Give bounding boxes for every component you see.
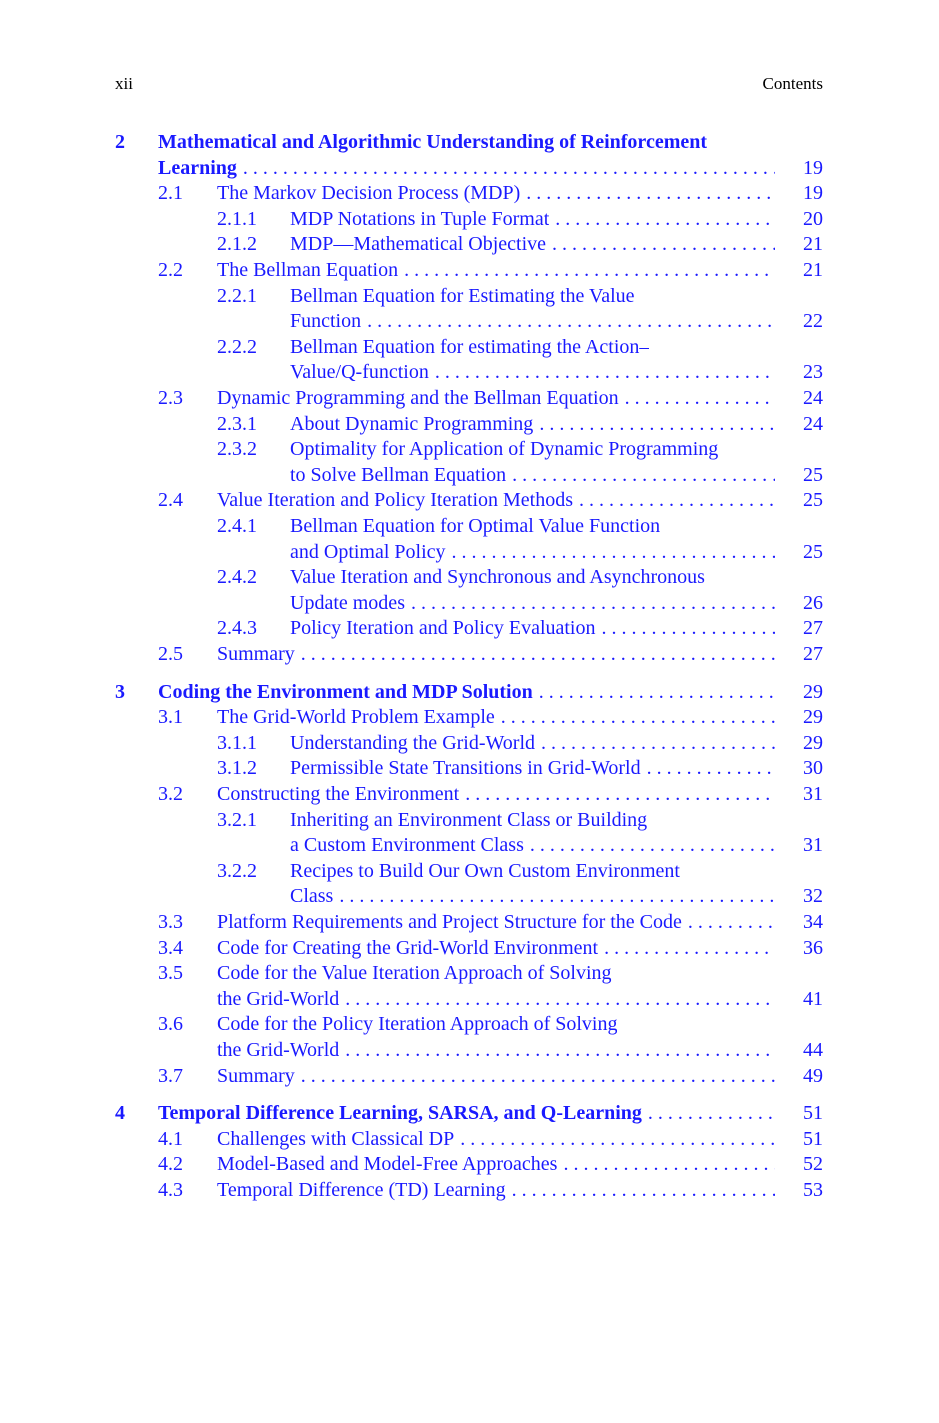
- toc-entry-number: 2.2: [158, 259, 183, 281]
- toc-entry-number: 4.3: [158, 1179, 183, 1201]
- toc-entry-number: 2.3.2: [217, 438, 257, 461]
- toc-entry-line[interactable]: [0, 359, 823, 385]
- toc-page-number: 29: [803, 706, 823, 729]
- toc-entry-title: the Grid-World: [217, 987, 340, 1010]
- dot-leader: [526, 180, 775, 206]
- toc-entry-title: The Bellman Equation: [217, 259, 399, 281]
- dot-leader: [243, 155, 775, 181]
- toc-page-number: 52: [803, 1153, 823, 1176]
- toc-entry-number: 3.1: [158, 706, 183, 729]
- dot-leader: [539, 679, 775, 705]
- toc-entry-line[interactable]: [0, 960, 823, 986]
- toc-entry-title: Function: [290, 310, 362, 333]
- toc-entry-title: Mathematical and Algorithmic Understanding of Reinforcement: [158, 131, 708, 153]
- toc-entry-title: MDP Notations in Tuple Format: [290, 207, 550, 230]
- toc-entry-number: 2.1.1: [217, 207, 257, 230]
- toc-entry-line[interactable]: [0, 564, 823, 590]
- toc-entry-title: Value/Q-function: [290, 361, 429, 384]
- toc-page-number: 24: [803, 412, 823, 435]
- toc-page-number: 27: [803, 617, 823, 640]
- toc-entry-title: Permissible State Transitions in Grid-World: [290, 757, 641, 780]
- toc-entry-title: Temporal Difference (TD) Learning: [217, 1179, 506, 1201]
- toc-entry-line[interactable]: [0, 436, 823, 462]
- toc-page-number: 31: [803, 783, 823, 805]
- toc-page-number: 34: [803, 911, 823, 933]
- toc-page-number: 36: [803, 936, 823, 959]
- toc-entry-number: 3: [115, 680, 125, 703]
- toc-page-number: 20: [803, 207, 823, 230]
- dot-leader: [604, 935, 775, 961]
- dot-leader: [579, 487, 775, 513]
- toc-entry-title: Platform Requirements and Project Structure for the Code: [217, 911, 682, 933]
- toc-entry-line[interactable]: [0, 615, 823, 641]
- toc-page-number: 51: [803, 1127, 823, 1150]
- toc-entry-number: 2.4.2: [217, 566, 257, 589]
- dot-leader: [435, 359, 775, 385]
- toc-entry-line[interactable]: [0, 858, 823, 884]
- dot-leader: [625, 385, 775, 411]
- toc-entry-line[interactable]: [0, 755, 823, 781]
- toc-entry-title: Learning: [158, 156, 237, 179]
- toc-page-number: 53: [803, 1179, 823, 1201]
- toc-page-number: 21: [803, 233, 823, 256]
- toc-page-number: 44: [803, 1039, 823, 1061]
- toc-entry-line[interactable]: [0, 283, 823, 309]
- toc-page-number: 24: [803, 387, 823, 409]
- toc-entry-line[interactable]: [0, 807, 823, 833]
- toc-entry-number: 2.4.1: [217, 515, 257, 537]
- toc-entry-number: 4.1: [158, 1127, 183, 1150]
- toc-entry-title: Policy Iteration and Policy Evaluation: [290, 617, 596, 640]
- toc-entry-line[interactable]: [0, 487, 823, 513]
- dot-leader: [563, 1151, 775, 1177]
- toc-entry-line[interactable]: [0, 641, 823, 667]
- toc-entry-number: 4.2: [158, 1153, 183, 1176]
- toc-entry-title: Bellman Equation for Optimal Value Function: [290, 515, 661, 537]
- toc-entry-title: Summary: [217, 643, 295, 665]
- toc-entry-number: 3.4: [158, 936, 183, 959]
- toc-entry-title: Code for the Policy Iteration Approach of Solving: [217, 1013, 618, 1036]
- toc-entry-title: The Grid-World Problem Example: [217, 706, 495, 729]
- toc-entry-line[interactable]: [0, 590, 823, 616]
- running-title: Contents: [762, 74, 823, 93]
- toc-entry-line[interactable]: [0, 180, 823, 206]
- dot-leader: [648, 1100, 775, 1126]
- toc-entry-line[interactable]: [0, 1037, 823, 1063]
- toc-entry-title: Update modes: [290, 591, 405, 614]
- toc-entry-number: 2.1.2: [217, 233, 257, 256]
- toc-entry-title: to Solve Bellman Equation: [290, 463, 507, 486]
- toc-entry-title: Bellman Equation for estimating the Action–: [290, 335, 650, 358]
- toc-entry-line[interactable]: [0, 883, 823, 909]
- toc-entry-title: Summary: [217, 1064, 295, 1087]
- toc-entry-title: About Dynamic Programming: [290, 412, 534, 435]
- toc-entry-line[interactable]: [0, 1151, 823, 1177]
- toc-entry-title: Code for the Value Iteration Approach of Solving: [217, 962, 612, 985]
- toc-entry-title: Code for Creating the Grid-World Environment: [217, 936, 599, 959]
- dot-leader: [339, 883, 775, 909]
- dot-leader: [460, 1126, 775, 1152]
- toc-entry-line[interactable]: [0, 257, 823, 283]
- toc-page-number: 41: [803, 987, 823, 1010]
- toc-page-number: 19: [803, 182, 823, 205]
- dot-leader: [404, 257, 775, 283]
- dot-leader: [555, 206, 775, 232]
- toc-entry-number: 2.1: [158, 182, 183, 205]
- toc-page-number: 21: [803, 259, 823, 281]
- toc-entry-line[interactable]: [0, 513, 823, 539]
- dot-leader: [688, 909, 775, 935]
- toc-entry-title: Value Iteration and Synchronous and Asynchronous: [290, 566, 705, 589]
- toc-page-number: 32: [803, 885, 823, 908]
- toc-entry-line[interactable]: [0, 1063, 823, 1089]
- toc-entry-line[interactable]: [0, 986, 823, 1012]
- toc-entry-number: 3.3: [158, 911, 183, 933]
- toc-entry-number: 3.2: [158, 783, 183, 805]
- toc-entry-number: 2.3: [158, 387, 183, 409]
- toc-page-number: 29: [803, 680, 823, 703]
- toc-entry-title: the Grid-World: [217, 1039, 340, 1061]
- toc-entry-number: 2: [115, 131, 125, 153]
- toc-page-number: 27: [803, 643, 823, 665]
- dot-leader: [367, 308, 775, 334]
- toc-entry-line[interactable]: [0, 1011, 823, 1037]
- toc-page-number: 25: [803, 540, 823, 563]
- toc-page-number: 25: [803, 463, 823, 486]
- dot-leader: [647, 755, 775, 781]
- toc-page-number: 23: [803, 361, 823, 384]
- toc-entry-line[interactable]: [0, 539, 823, 565]
- toc-entry-number: 3.1.1: [217, 731, 257, 754]
- toc-entry-number: 2.4.3: [217, 617, 257, 640]
- dot-leader: [512, 462, 775, 488]
- dot-leader: [602, 615, 776, 641]
- dot-leader: [452, 539, 775, 565]
- toc-entry-number: 2.3.1: [217, 412, 257, 435]
- dot-leader: [345, 1037, 775, 1063]
- toc-entry-number: 3.2.2: [217, 859, 257, 882]
- toc-entry-title: MDP—Mathematical Objective: [290, 233, 547, 256]
- toc-entry-title: Challenges with Classical DP: [217, 1127, 455, 1150]
- dot-leader: [301, 1063, 775, 1089]
- toc-entry-title: Inheriting an Environment Class or Building: [290, 808, 648, 831]
- toc-entry-line[interactable]: [0, 385, 823, 411]
- toc-entry-title: Understanding the Grid-World: [290, 731, 535, 754]
- toc-entry-title: Model-Based and Model-Free Approaches: [217, 1153, 558, 1176]
- toc-entry-line[interactable]: [0, 462, 823, 488]
- toc-entry-number: 4: [115, 1102, 125, 1125]
- toc-page-number: 26: [803, 591, 823, 614]
- toc-entry-line[interactable]: [0, 679, 823, 705]
- toc-entry-number: 2.4: [158, 489, 183, 512]
- toc-page-number: 29: [803, 731, 823, 754]
- toc-entry-line[interactable]: [0, 730, 823, 756]
- toc-entry-number: 3.2.1: [217, 808, 257, 831]
- toc-page-number: 51: [803, 1102, 823, 1125]
- toc-entry-title: and Optimal Policy: [290, 540, 446, 563]
- toc-entry-title: The Markov Decision Process (MDP): [217, 182, 521, 205]
- toc-entry-title: Value Iteration and Policy Iteration Methods: [217, 489, 574, 512]
- toc-entry-line[interactable]: [0, 1100, 823, 1126]
- toc-entry-line[interactable]: [0, 1126, 823, 1152]
- toc-page-number: 30: [803, 757, 823, 780]
- page-number: xii: [115, 74, 133, 93]
- toc-entry-title: Constructing the Environment: [217, 783, 460, 805]
- dot-leader: [539, 411, 775, 437]
- toc-entry-line[interactable]: [0, 334, 823, 360]
- toc-entry-number: 2.2.1: [217, 284, 257, 307]
- dot-leader: [530, 832, 775, 858]
- toc-page-number: 22: [803, 310, 823, 333]
- toc-entry-title: Coding the Environment and MDP Solution: [158, 680, 533, 703]
- toc-page-number: 49: [803, 1064, 823, 1087]
- toc-entry-number: 2.5: [158, 643, 183, 665]
- toc-entry-line[interactable]: [0, 155, 823, 181]
- toc-entry-line[interactable]: [0, 411, 823, 437]
- toc-entry-line[interactable]: [0, 129, 823, 155]
- dot-leader: [512, 1177, 775, 1203]
- toc-entry-number: 2.2.2: [217, 335, 257, 358]
- toc-entry-line[interactable]: [0, 935, 823, 961]
- toc-entry-number: 3.5: [158, 962, 183, 985]
- dot-leader: [301, 641, 775, 667]
- toc-entry-title: Bellman Equation for Estimating the Value: [290, 284, 635, 307]
- toc-entry-number: 3.6: [158, 1013, 183, 1036]
- toc-entry-title: Optimality for Application of Dynamic Programming: [290, 438, 719, 461]
- toc-entry-title: Dynamic Programming and the Bellman Equation: [217, 387, 619, 409]
- toc-entry-line[interactable]: [0, 1177, 823, 1203]
- toc-entry-line[interactable]: [0, 704, 823, 730]
- dot-leader: [411, 590, 775, 616]
- toc-entry-title: Recipes to Build Our Own Custom Environment: [290, 859, 680, 882]
- dot-leader: [345, 986, 775, 1012]
- toc-entry-line[interactable]: [0, 206, 823, 232]
- dot-leader: [541, 730, 775, 756]
- toc-entry-number: 3.7: [158, 1064, 183, 1087]
- toc-page-number: 19: [803, 156, 823, 179]
- toc-entry-title: a Custom Environment Class: [290, 834, 524, 857]
- toc-entry-title: Temporal Difference Learning, SARSA, and Q-Learning: [158, 1102, 642, 1125]
- dot-leader: [501, 704, 775, 730]
- toc-entry-line[interactable]: [0, 231, 823, 257]
- toc-page-number: 25: [803, 489, 823, 512]
- toc-entry-title: Class: [290, 885, 334, 908]
- toc-entry-line[interactable]: [0, 832, 823, 858]
- dot-leader: [465, 781, 775, 807]
- toc-entry-line[interactable]: [0, 781, 823, 807]
- toc-entry-line[interactable]: [0, 308, 823, 334]
- toc-entry-line[interactable]: [0, 909, 823, 935]
- toc-page-number: 31: [803, 834, 823, 857]
- toc-entry-number: 3.1.2: [217, 757, 257, 780]
- dot-leader: [552, 231, 775, 257]
